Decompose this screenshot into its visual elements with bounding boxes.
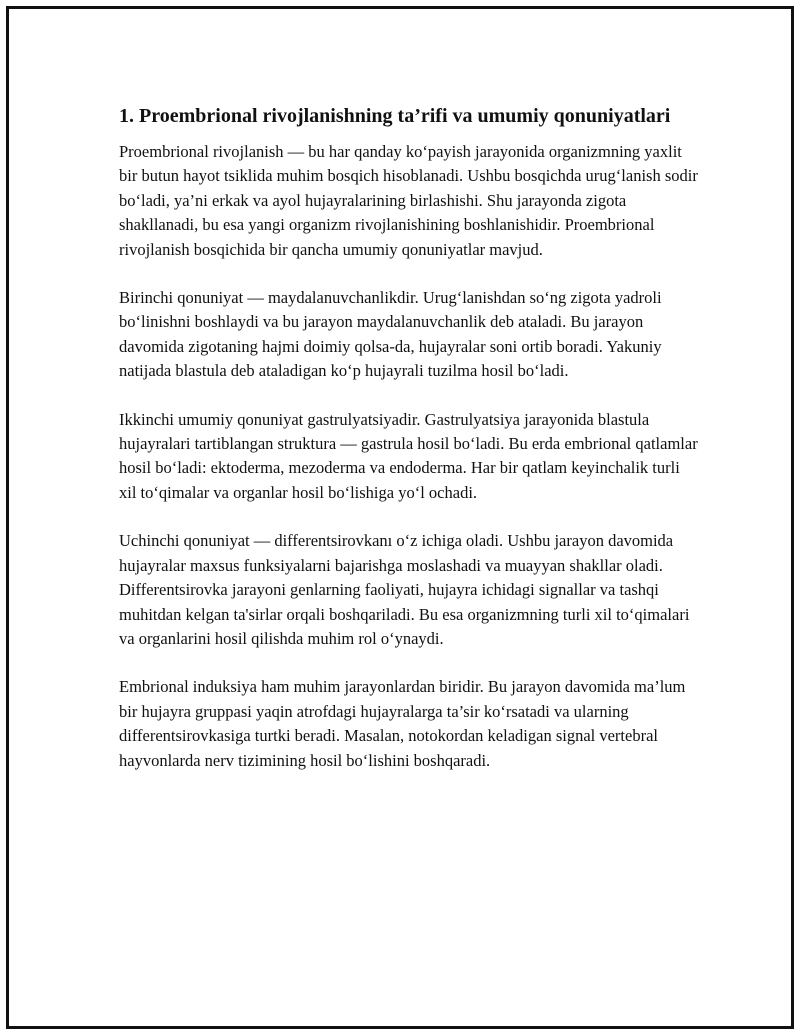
- paragraph-second-law: Ikkinchi umumiy qonuniyat gastrulyatsiyadir. Gastrulyatsiya jarayonida blastula hujayralari tartiblangan struktura — gastrula hosil bo‘ladi. Bu erda embrional qatlamlar hosil bo‘ladi: ektoderma, mezoderma va endoderma. Har bir qatlam keyinchalik turli xil to‘qimalar va organlar hosil bo‘lishiga yo‘l ochadi.: [119, 409, 698, 502]
- paragraph-third-law: Uchinchi qonuniyat — differentsirovkanı o‘z ichiga oladi. Ushbu jarayon davomida hujayralar maxsus funksiyalarni bajarishga moslashadi va muayyan shakllar oladi. Differentsirovka jarayoni genlarning faoliyati, hujayra ichidagi signallar va tashqi muhitdan kelgan ta'sirlar orqali boshqariladi. Bu esa organizmning turli xil to‘qimalari va organlarini hosil qilishda muhim rol o‘ynaydi.: [119, 531, 690, 648]
- section-heading: 1. Proembrional rivojlanishning ta’rifi va umumiy qonuniyatlari: [119, 105, 671, 127]
- paragraph-intro: Proembrional rivojlanish — bu har qanday ko‘payish jarayonida organizmning yaxlit bir butun hayot tsiklida muhim bosqich hisoblanadi. Ushbu bosqichda urug‘lanish sodir bo‘ladi, ya’ni erkak va ayol hujayralarining birlashishi. Shu jarayonda zigota shakllanadi, bu esa yangi organizm rivojlanishining boshlanishidir. Proembrional rivojlanish bosqichida bir qancha umumiy qonuniyatlar mavjud.: [119, 142, 698, 259]
- paragraph-induction: Embrional induksiya ham muhim jarayonlardan biridir. Bu jarayon davomida ma’lum bir hujayra gruppasi yaqin atrofdagi hujayralarga ta’sir ko‘rsatadi va ularning differentsirovkasiga turtki beradi. Masalan, notokordan keladigan signal vertebral hayvonlarda nerv tizimining hosil bo‘lishini boshqaradi.: [119, 677, 686, 770]
- document-body: [119, 103, 699, 797]
- page-border: [6, 6, 794, 1029]
- paragraph-first-law: Birinchi qonuniyat — maydalanuvchanlikdir. Urug‘lanishdan so‘ng zigota yadroli bo‘linishni boshlaydi va bu jarayon maydalanuvchanlik deb ataladi. Bu jarayon davomida zigotaning hajmi doimiy qolsa-da, hujayralar soni ortib boradi. Yakuniy natijada blastula deb ataladigan ko‘p hujayrali tuzilma hosil bo‘ladi.: [119, 288, 662, 381]
